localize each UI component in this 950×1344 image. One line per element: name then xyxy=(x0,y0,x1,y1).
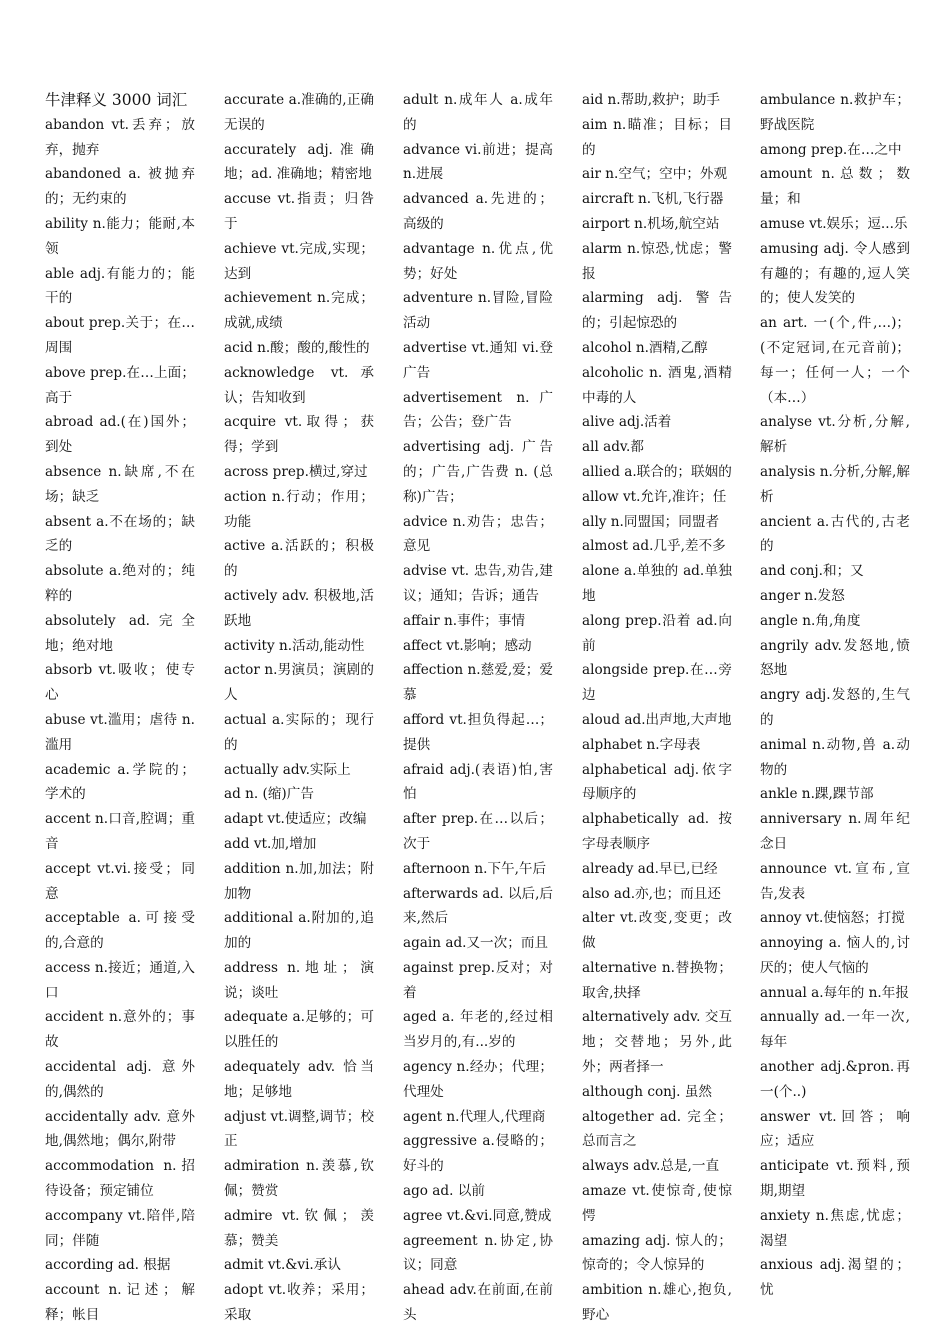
dictionary-entry: advertising adj. 广告的；广告,广告费 n. (总称)广告； xyxy=(403,439,553,505)
dictionary-entry: absent a.不在场的；缺乏的 xyxy=(45,513,195,555)
dictionary-entry: anticipate vt.预料,预期,期望 xyxy=(760,1158,910,1200)
dictionary-entry: alternatively adv. 交互地；交替地；另外,此外；两者择一 xyxy=(582,1009,732,1076)
dictionary-entry: aloud ad.出声地,大声地 xyxy=(582,711,732,728)
dictionary-entry: admiration n.羡慕,钦佩；赞赏 xyxy=(224,1158,374,1200)
dictionary-entry: ally n.同盟国；同盟者 xyxy=(582,513,720,530)
dictionary-entry: among prep.在…之中 xyxy=(760,141,902,158)
dictionary-entry: accent n.口音,腔调；重音 xyxy=(45,811,195,852)
dictionary-entry: above prep.在…上面；高于 xyxy=(45,364,195,406)
dictionary-entry: academic a.学院的；学术的 xyxy=(45,761,195,803)
dictionary-entry: active a.活跃的；积极的 xyxy=(224,538,374,580)
dictionary-entry: angry adj.发怒的,生气的 xyxy=(760,687,910,728)
dictionary-entry: amaze vt.使惊奇,使惊愕 xyxy=(582,1183,732,1224)
dictionary-entry: acquire vt.取得；获得；学到 xyxy=(224,414,374,456)
dictionary-entry: actual a.实际的；现行的 xyxy=(224,711,374,753)
dictionary-entry: advise vt. 忠告,劝告,建议；通知；告诉；通告 xyxy=(403,563,553,604)
dictionary-entry: account n.记述；解释；帐目 xyxy=(45,1282,195,1324)
dictionary-entry: achievement n.完成；成就,成绩 xyxy=(224,290,374,332)
dictionary-entry: aid n.帮助,救护；助手 xyxy=(582,92,721,108)
dictionary-entry: anger n.发怒 xyxy=(760,587,845,604)
dictionary-entry: allow vt.允许,准许；任 xyxy=(582,488,727,505)
dictionary-entry: additional a.附加的,追加的 xyxy=(224,910,374,952)
dictionary-entry: alcohol n.酒精,乙醇 xyxy=(582,339,708,356)
dictionary-entry: activity n.活动,能动性 xyxy=(224,637,365,654)
dictionary-entry: alone a.单独的 ad.单独地 xyxy=(582,563,732,604)
dictionary-entry: answer vt.回答；响应；适应 xyxy=(760,1108,910,1150)
dictionary-entry: afterwards ad. 以后,后来,然后 xyxy=(403,885,553,927)
dictionary-entry: alphabetical adj.依字母顺序的 xyxy=(582,761,732,803)
dictionary-entry: annoy vt.使恼怒；打搅 xyxy=(760,910,905,927)
dictionary-entry: absorb vt.吸收；使专心 xyxy=(45,662,195,704)
dictionary-entry: air n.空气；空中；外观 xyxy=(582,166,728,183)
dictionary-entry: anniversary n.周年纪念日 xyxy=(760,811,910,852)
dictionary-entry: aircraft n.飞机,飞行器 xyxy=(582,191,724,208)
dictionary-entry: alternative n.替换物；取舍,抉择 xyxy=(582,959,732,1001)
dictionary-entry: advertise vt.通知 vi.登广告 xyxy=(403,339,553,381)
dictionary-entry: aged a. 年老的,经过相当岁月的,有...岁的 xyxy=(403,1009,553,1051)
dictionary-entry: angrily adv.发怒地,愤怒地 xyxy=(760,637,910,679)
dictionary-entry: acceptable a.可接受的,合意的 xyxy=(45,910,195,952)
dictionary-entry: adequately adv. 恰当地；足够地 xyxy=(224,1059,374,1100)
dictionary-entry: adventure n.冒险,冒险活动 xyxy=(403,290,553,332)
dictionary-entry: and conj.和；又 xyxy=(760,563,864,580)
dictionary-entry: allied a.联合的；联姻的 xyxy=(582,463,732,480)
dictionary-entry: actually adv.实际上 xyxy=(224,761,351,778)
dictionary-entry: adequate a.足够的；可以胜任的 xyxy=(224,1009,374,1051)
dictionary-entry: absolute a.绝对的；纯粹的 xyxy=(45,563,195,604)
dictionary-entry: advanced a.先进的；高级的 xyxy=(403,191,553,232)
dictionary-entry: although conj. 虽然 xyxy=(582,1083,712,1100)
dictionary-entry: accommodation n.招待设备；预定铺位 xyxy=(45,1158,195,1200)
dictionary-entry: able adj.有能力的；能干的 xyxy=(45,265,195,307)
dictionary-entry: accuse vt.指责；归咎于 xyxy=(224,191,374,232)
dictionary-entry: admit vt.&vi.承认 xyxy=(224,1257,341,1274)
dictionary-entry: actor n.男演员；演剧的人 xyxy=(224,662,374,704)
dictionary-entry: abuse vt.滥用；虐待 n.滥用 xyxy=(45,711,195,753)
dictionary-entry: analyse vt.分析,分解,解析 xyxy=(760,414,910,456)
dictionary-entry: address n.地址；演说；谈吐 xyxy=(224,959,374,1001)
dictionary-entry: amusing adj. 令人感到有趣的；有趣的,逗人笑的；使人发笑的 xyxy=(760,240,910,307)
dictionary-entry: alter vt.改变,变更；改做 xyxy=(582,910,732,952)
dictionary-entry: alive adj.活着 xyxy=(582,414,672,431)
dictionary-entry: afford vt.担负得起…；提供 xyxy=(403,711,553,753)
dictionary-entry: advantage n.优点,优势；好处 xyxy=(403,240,553,282)
dictionary-entry: across prep.横过,穿过 xyxy=(224,463,368,480)
dictionary-entry: ability n.能力；能耐,本领 xyxy=(45,215,195,257)
dictionary-entry: already ad.早已,已经 xyxy=(582,860,718,877)
dictionary-entry: amuse vt.娱乐；逗...乐 xyxy=(760,215,908,232)
dictionary-entry: abandoned a. 被抛弃的；无约束的 xyxy=(45,166,195,208)
dictionary-entry: annoying a. 恼人的,讨厌的；使人气恼的 xyxy=(760,935,910,976)
dictionary-entry: after prep.在…以后；次于 xyxy=(403,811,553,852)
dictionary-entry: alphabet n.字母表 xyxy=(582,736,701,753)
dictionary-entry: annually ad.一年一次,每年 xyxy=(760,1009,910,1051)
dictionary-entry: always adv.总是,一直 xyxy=(582,1158,720,1175)
dictionary-entry: advance vi.前进；提高 n.进展 xyxy=(403,141,553,183)
dictionary-entry: affair n.事件；事情 xyxy=(403,612,526,629)
dictionary-entry: adapt vt.使适应；改编 xyxy=(224,811,367,828)
dictionary-entry: ambition n.雄心,抱负,野心 xyxy=(582,1282,732,1324)
dictionary-entry: ad n. (缩)广告 xyxy=(224,786,314,803)
dictionary-entry: accurately adj.准确地；ad. 准确地；精密地 xyxy=(224,141,374,183)
dictionary-entry: alarming adj. 警告的；引起惊恐的 xyxy=(582,290,732,332)
dictionary-entry: airport n.机场,航空站 xyxy=(582,215,720,232)
dictionary-entry: alcoholic n. 酒鬼,酒精中毒的人 xyxy=(582,364,732,406)
dictionary-entry: afternoon n.下午,午后 xyxy=(403,860,547,877)
dictionary-entry: agency n.经办；代理；代理处 xyxy=(403,1059,553,1100)
dictionary-entry: ambulance n.救护车；野战医院 xyxy=(760,92,910,133)
dictionary-entry: advertisement n.广告；公告；登广告 xyxy=(403,389,553,431)
column-1 xyxy=(45,88,195,1328)
dictionary-entry: accurate a.准确的,正确无误的 xyxy=(224,92,374,133)
dictionary-entry: another adj.&pron.再一(个..) xyxy=(760,1059,910,1100)
dictionary-entry: all adv.都 xyxy=(582,439,644,456)
dictionary-entry: against prep.反对；对着 xyxy=(403,959,553,1001)
dictionary-entry: acid n.酸；酸的,酸性的 xyxy=(224,339,370,356)
dictionary-entry: absolutely ad.完全地；绝对地 xyxy=(45,612,195,654)
dictionary-entry: accident n.意外的；事故 xyxy=(45,1009,195,1051)
dictionary-entry: according ad. 根据 xyxy=(45,1257,171,1274)
dictionary-entry: again ad.又一次；而且 xyxy=(403,935,549,952)
dictionary-entry: amazing adj. 惊人的；惊奇的；令人惊异的 xyxy=(582,1232,732,1274)
dictionary-entry: absence n.缺席,不在场；缺乏 xyxy=(45,463,195,505)
dictionary-entry: announce vt.宣布,宣告,发表 xyxy=(760,860,910,902)
dictionary-entry: aggressive a.侵略的；好斗的 xyxy=(403,1133,553,1175)
dictionary-entry: affect vt.影响；感动 xyxy=(403,637,532,654)
dictionary-entry: alphabetically ad. 按字母表顺序 xyxy=(582,811,732,852)
dictionary-entry: alarm n.惊恐,忧虑；警报 xyxy=(582,240,732,282)
dictionary-entry: achieve vt.完成,实现；达到 xyxy=(224,240,374,282)
dictionary-entry: ahead adv.在前面,在前头 xyxy=(403,1282,553,1324)
dictionary-entry: adjust vt.调整,调节；校正 xyxy=(224,1108,374,1150)
dictionary-entry: accompany vt.陪伴,陪同；伴随 xyxy=(45,1207,195,1249)
dictionary-entry: agreement n.协定,协议；同意 xyxy=(403,1232,553,1274)
dictionary-entry: ankle n.踝,踝节部 xyxy=(760,786,874,803)
dictionary-entry: ago ad. 以前 xyxy=(403,1183,485,1200)
dictionary-entry: abroad ad.(在)国外；到处 xyxy=(45,414,195,456)
column-5 xyxy=(760,88,910,1303)
column-2 xyxy=(224,88,374,1328)
dictionary-entry: accept vt.vi.接受；同意 xyxy=(45,860,195,902)
dictionary-entry: afraid adj.(表语)怕,害怕 xyxy=(403,761,553,803)
dictionary-entry: access n.接近；通道,入口 xyxy=(45,959,195,1001)
dictionary-entry: accidental adj. 意外的,偶然的 xyxy=(45,1059,195,1100)
dictionary-entry: analysis n.分析,分解,解析 xyxy=(760,463,910,505)
column-3 xyxy=(403,88,553,1328)
dictionary-entry: along prep.沿着 ad.向前 xyxy=(582,612,732,654)
dictionary-entry: ancient a.古代的,古老的 xyxy=(760,513,910,555)
dictionary-entry: about prep.关于；在…周围 xyxy=(45,315,195,356)
dictionary-entry: affection n.慈爱,爱；爱慕 xyxy=(403,662,553,704)
column-4 xyxy=(582,88,732,1328)
dictionary-entry: an art. 一(个,件,…)；(不定冠词,在元音前)；每一；任何一人；一个（本…） xyxy=(760,315,910,406)
dictionary-entry: add vt.加,增加 xyxy=(224,835,317,852)
dictionary-entry: animal n.动物,兽 a.动物的 xyxy=(760,736,910,778)
dictionary-entry: action n.行动；作用；功能 xyxy=(224,488,374,530)
dictionary-entry: abandon vt.丢弃；放弃，抛弃 xyxy=(45,116,195,158)
dictionary-entry: anxious adj.渴望的；忧 xyxy=(760,1257,910,1299)
dictionary-entry: adult n.成年人 a.成年的 xyxy=(403,92,553,133)
dictionary-entry: agree vt.&vi.同意,赞成 xyxy=(403,1207,552,1224)
dictionary-entry: altogether ad. 完全；总而言之 xyxy=(582,1108,732,1150)
dictionary-entry: acknowledge vt.承认；告知收到 xyxy=(224,364,374,406)
dictionary-entry: accidentally adv. 意外地,偶然地；偶尔,附带 xyxy=(45,1108,195,1150)
dictionary-entry: aim n.瞄准；目标；目的 xyxy=(582,116,732,158)
dictionary-entry: almost ad.几乎,差不多 xyxy=(582,538,726,555)
dictionary-entry: anxiety n.焦虑,忧虑；渴望 xyxy=(760,1207,910,1249)
dictionary-entry: admire vt.钦佩；羡慕；赞美 xyxy=(224,1207,374,1249)
dictionary-entry: amount n.总数；数量；和 xyxy=(760,166,910,208)
dictionary-entry: annual a.每年的 n.年报 xyxy=(760,984,909,1001)
dictionary-entry: addition n.加,加法；附加物 xyxy=(224,860,374,902)
dictionary-entry: also ad.亦,也；而且还 xyxy=(582,885,721,902)
dictionary-entry: actively adv. 积极地,活跃地 xyxy=(224,587,374,629)
page-title: 牛津释义 3000 词汇 xyxy=(45,91,188,109)
dictionary-entry: alongside prep.在…旁边 xyxy=(582,662,732,704)
dictionary-entry: adopt vt.收养；采用；采取 xyxy=(224,1282,374,1324)
dictionary-entry: agent n.代理人,代理商 xyxy=(403,1108,546,1125)
dictionary-entry: advice n.劝告；忠告；意见 xyxy=(403,513,553,555)
dictionary-entry: angle n.角,角度 xyxy=(760,612,861,629)
